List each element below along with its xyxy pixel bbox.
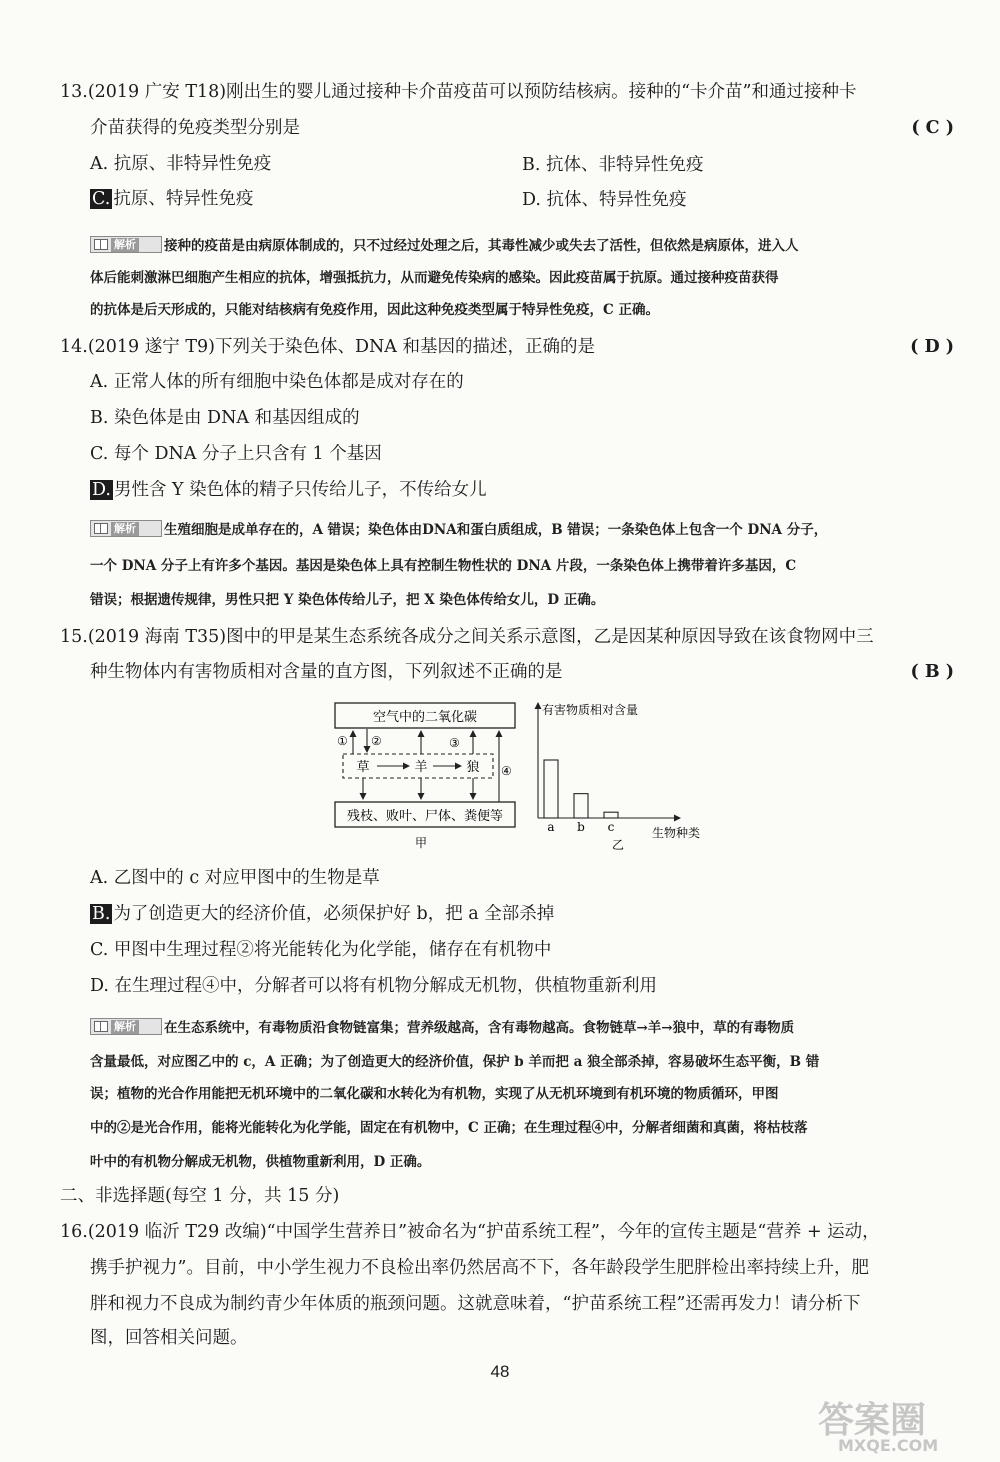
q15-option-d: D. 在生理过程④中，分解者可以将有机物分解成无机物，供植物重新利用: [90, 976, 658, 996]
q13-analysis-line1: 解析 接种的疫苗是由病原体制成的，只不过经过处理之后，其毒性减少或失去了活性，但依然是病原体，进入人: [90, 236, 799, 256]
q15-analysis-line5: 叶中的有机物分解成无机物，供植物重新利用，D 正确。: [90, 1154, 431, 1170]
q15-analysis-line4: 中的②是光合作用，能将光能转化为化学能，固定在有机物中，C 正确；在生理过程④中，分解者细菌和真菌，将枯枝落: [90, 1120, 808, 1136]
q15-option-c: C. 甲图中生理过程②将光能转化为化学能，储存在有机物中: [90, 940, 552, 960]
x-axis-label: 生物种类: [652, 826, 701, 840]
q14-analysis-line2: 一个 DNA 分子上有许多个基因。基因是染色体上具有控制生物性状的 DNA 片段，一条染色体上携带着许多基因，C: [90, 558, 797, 574]
process-1-label: ①: [337, 734, 348, 748]
q13-analysis-line2: 体后能刺激淋巴细胞产生相应的抗体，增强抵抗力，从而避免传染病的感染。因此疫苗属于抗原。通过接种疫苗获得: [90, 270, 779, 286]
bar-b: [574, 794, 588, 818]
q15-analysis-line3: 误；植物的光合作用能把无机环境中的二氧化碳和水转化为有机物，实现了从无机环境到有机环境的物质循环，甲图: [90, 1086, 779, 1102]
q14-option-d-text: 男性含 Y 染色体的精子只传给儿子，不传给女儿: [113, 480, 487, 500]
q15-analysis-line2: 含量最低，对应图乙中的 c，A 正确；为了创造更大的经济价值，保护 b 羊而把 a 狼全部杀掉，容易破坏生态平衡，B 错: [90, 1054, 820, 1070]
q15-option-a: A. 乙图中的 c 对应甲图中的生物是草: [90, 868, 380, 888]
category-label-b: b: [577, 820, 585, 834]
q14-option-c: C. 每个 DNA 分子上只含有 1 个基因: [90, 444, 382, 464]
q13-option-c-letter: C.: [92, 189, 111, 209]
q13-analysis-line3: 的抗体是后天形成的，只能对结核病有免疫作用，因此这种免疫类型属于特异性免疫，C 正确。: [90, 302, 659, 318]
q13-option-d: D. 抗体、特异性免疫: [522, 190, 687, 210]
bar-a: [544, 760, 558, 818]
bars: [544, 760, 618, 834]
q14-analysis-line3: 错误；根据遗传规律，男性只把 Y 染色体传给儿子，把 X 染色体传给女儿，D 正确。: [90, 592, 605, 608]
q15-option-b-text: 为了创造更大的经济价值，必须保护好 b，把 a 全部杀掉: [113, 904, 555, 924]
y-axis-label: 有害物质相对含量: [542, 703, 639, 717]
chart-caption: 乙: [611, 838, 625, 852]
q14-option-b: B. 染色体是由 DNA 和基因组成的: [90, 408, 360, 428]
analysis-badge: 解析: [90, 236, 162, 253]
process-2-label: ②: [371, 734, 382, 748]
q14-analysis-line1: 解析 生殖细胞是成单存在的，A 错误；染色体由DNA和蛋白质组成，B 错误；一条染色体上包含一个 DNA 分子，: [90, 520, 827, 540]
q14-option-a: A. 正常人体的所有细胞中染色体都是成对存在的: [90, 372, 464, 392]
grass-label: 草: [356, 760, 370, 775]
q14-stem-line1: 14.(2019 遂宁 T9)下列关于染色体、DNA 和基因的描述，正确的是: [60, 337, 595, 357]
analysis-badge: 解析: [90, 520, 162, 537]
diagram-caption: 甲: [414, 836, 428, 850]
book-icon: [94, 239, 108, 250]
bar-c: [604, 812, 618, 818]
q15-stem-line2: 种生物体内有害物质相对含量的直方图，下列叙述不正确的是: [90, 662, 563, 682]
q13-stem-line2: 介苗获得的免疫类型分别是: [90, 118, 300, 138]
category-label-a: a: [547, 820, 555, 834]
q14-answer: ( D ): [910, 337, 954, 357]
category-label-c: c: [607, 820, 615, 834]
q13-answer: ( C ): [911, 118, 954, 138]
debris-label: 残枝、败叶、尸体、粪便等: [346, 809, 504, 824]
q15-option-b: [90, 902, 554, 926]
co2-label: 空气中的二氧化碳: [372, 710, 478, 725]
q16-stem-line4: 图，回答相关问题。: [90, 1328, 248, 1348]
process-4-label: ④: [501, 764, 512, 778]
analysis-badge: 解析: [90, 1018, 162, 1035]
q16-stem-line2: 携手护视力”。目前，中小学生视力不良检出率仍然居高不下，各年龄段学生肥胖检出率持续上升，肥: [90, 1258, 869, 1278]
q16-stem-line1: 16.(2019 临沂 T29 改编)“中国学生营养日”被命名为“护苗系统工程”，今年的宣传主题是“营养 + 运动，: [60, 1222, 880, 1242]
page-number: 48: [490, 1362, 510, 1381]
q15-stem-line1: 15.(2019 海南 T35)图中的甲是某生态系统各成分之间关系示意图，乙是因某种原因导致在该食物网中三: [60, 627, 874, 647]
harmful-substance-bar-chart: [530, 695, 720, 855]
watermark-url: MXQE.COM: [838, 1436, 939, 1455]
section-heading: 二、非选择题(每空 1 分，共 15 分): [60, 1186, 340, 1206]
q13-option-c-text: 抗原、特异性免疫: [113, 189, 254, 209]
wolf-label: 狼: [466, 760, 480, 775]
q13-option-a: A. 抗原、非特异性免疫: [90, 154, 272, 174]
process-3-label: ③: [449, 736, 460, 750]
q14-option-d: [90, 478, 487, 502]
book-icon: [94, 523, 108, 534]
q15-answer: ( B ): [910, 662, 954, 682]
q14-option-d-letter: D.: [92, 480, 111, 500]
food-web-diagram: [325, 695, 525, 855]
q13-option-c: [90, 187, 253, 211]
watermark-logo: 答案圈: [818, 1400, 927, 1441]
q13-stem-line1: 13.(2019 广安 T18)刚出生的婴儿通过接种卡介苗疫苗可以预防结核病。接种的“卡介苗”和通过接种卡: [60, 82, 857, 102]
q15-option-b-letter: B.: [92, 904, 111, 924]
q16-stem-line3: 胖和视力不良成为制约青少年体质的瓶颈问题。这就意味着，“护苗系统工程”还需再发力！请分析下: [90, 1294, 861, 1314]
book-icon: [94, 1021, 108, 1032]
q13-option-b: B. 抗体、非特异性免疫: [522, 155, 704, 175]
q15-analysis-line1: 解析 在生态系统中，有毒物质沿食物链富集；营养级越高，含有毒物越高。食物链草→羊→狼中，草的有毒物质: [90, 1018, 794, 1038]
sheep-label: 羊: [414, 760, 428, 775]
